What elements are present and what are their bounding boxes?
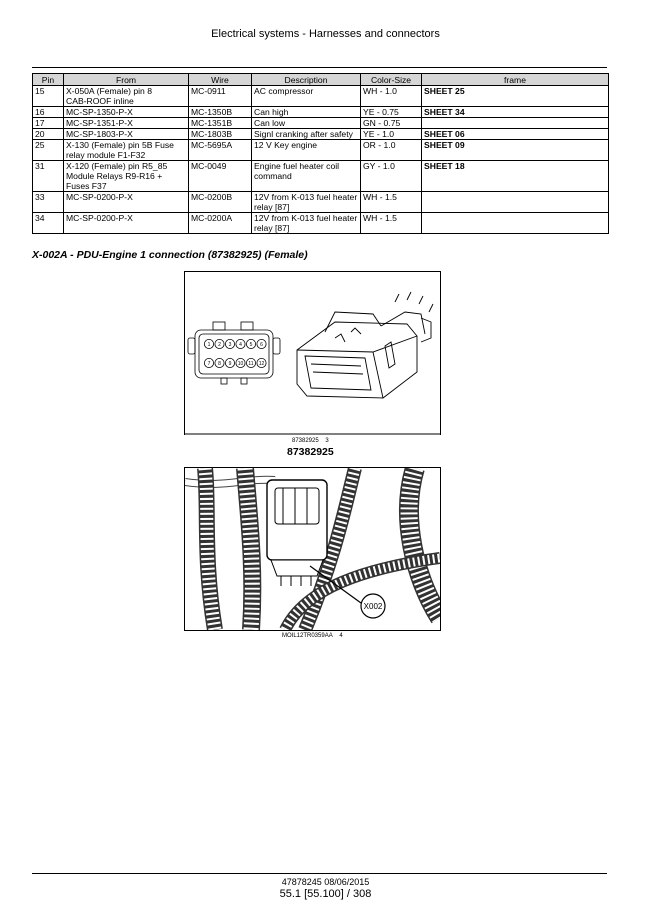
connector-pin-label: 10 [237,361,244,367]
column-header: frame [422,74,609,86]
table-row [33,161,609,192]
from-cell-line: MC-SP-1351-P-X [66,118,133,128]
figure1-caption-code: 87382925 3 [292,438,329,444]
color-size-cell: GN - 0.75 [361,118,422,129]
from-cell [64,107,189,118]
pin-cell: 25 [33,140,64,161]
frame-cell: SHEET 09 [422,140,609,161]
connector-pin-label: 8 [218,361,221,367]
header-rule [32,67,607,68]
wire-harness-illustration [185,468,440,630]
table-row [33,107,609,118]
description-cell-line: Signl cranking after safety [254,129,353,139]
connector-pin-label: 6 [260,342,263,348]
table-header-row [33,74,609,86]
table-row [33,192,609,213]
figure2-caption-code: MOIL12TR0359AA 4 [282,633,343,639]
description-cell-line: relay [87] [254,223,290,233]
description-cell-line: 12 V Key engine [254,140,318,150]
page-header: Electrical systems - Harnesses and connectors [211,28,440,40]
description-cell-line: 12V from K-013 fuel heater [254,192,358,202]
section-title: PDU-Engine 1 connection (87382925) (Female) [76,249,308,261]
frame-cell [422,213,609,234]
wire-cell: MC-0200B [189,192,252,213]
color-size-cell: WH - 1.5 [361,213,422,234]
from-cell [64,161,189,192]
column-header: Pin [33,74,64,86]
color-size-cell: OR - 1.0 [361,140,422,161]
pin-cell: 31 [33,161,64,192]
pin-cell: 33 [33,192,64,213]
frame-cell [422,118,609,129]
table-row [33,129,609,140]
callout-label: X002 [363,602,383,611]
color-size-cell: WH - 1.5 [361,192,422,213]
from-cell-line: Module Relays R9-R16 + [66,171,163,181]
connector-pin-label: 3 [228,342,232,348]
from-cell-line: relay module F1-F32 [66,150,146,160]
connector-pin-label: 5 [249,342,253,348]
column-header: Color-Size [361,74,422,86]
description-cell [252,140,361,161]
wire-cell: MC-5695A [189,140,252,161]
description-cell-line: relay [87] [254,202,290,212]
frame-cell: SHEET 06 [422,129,609,140]
connector-pin-grid [204,339,266,367]
table-row [33,86,609,107]
color-size-cell: WH - 1.0 [361,86,422,107]
wire-cell: MC-0200A [189,213,252,234]
table-row [33,118,609,129]
connector-side-view [297,292,433,398]
table-row [33,140,609,161]
pin-table [32,73,609,234]
from-cell [64,213,189,234]
frame-cell: SHEET 25 [422,86,609,107]
description-cell [252,161,361,192]
from-cell [64,118,189,129]
column-header: Description [252,74,361,86]
color-size-cell: YE - 0.75 [361,107,422,118]
connector-drawing [185,272,440,435]
connector-pin-label: 2 [218,342,221,348]
connector-pin-label: 1 [207,342,211,348]
from-cell-line: MC-SP-0200-P-X [66,192,133,202]
frame-cell [422,192,609,213]
frame-cell: SHEET 34 [422,107,609,118]
frame-cell: SHEET 18 [422,161,609,192]
from-cell [64,192,189,213]
description-cell-line: command [254,171,292,181]
from-cell-line: Fuses F37 [66,181,107,191]
description-cell [252,107,361,118]
footer-doc-number: 47878245 08/06/2015 [281,877,370,887]
figure1-title: 87382925 [287,446,334,458]
footer-page-number: 55.1 [55.100] / 308 [279,888,372,900]
description-cell-line: Can high [254,107,289,117]
description-cell [252,213,361,234]
from-cell-line: MC-SP-0200-P-X [66,213,133,223]
description-cell [252,192,361,213]
from-cell [64,86,189,107]
description-cell-line: 12V from K-013 fuel heater [254,213,358,223]
harness-drawing [185,468,440,630]
from-cell-line: X-130 (Female) pin 5B Fuse [66,140,174,150]
wire-cell: MC-0911 [189,86,252,107]
section-heading: X-002A - PDU-Engine 1 connection (87382925) (Female) [32,249,308,261]
from-cell-line: X-120 (Female) pin R5_85 [66,161,168,171]
color-size-cell: YE - 1.0 [361,129,422,140]
connector-pin-label: 9 [228,361,232,367]
from-cell-line: X-050A (Female) pin 8 [66,86,152,96]
connector-figure [184,271,441,435]
footer-rule [32,873,607,874]
description-cell-line: AC compressor [254,86,314,96]
connector-pin-label: 4 [239,342,242,348]
connector-pin-label: 12 [258,361,265,367]
from-cell [64,129,189,140]
color-size-cell: GY - 1.0 [361,161,422,192]
from-cell-line: CAB-ROOF inline [66,96,134,106]
column-header: From [64,74,189,86]
from-cell [64,140,189,161]
column-header: Wire [189,74,252,86]
wire-cell: MC-1351B [189,118,252,129]
from-cell-line: MC-SP-1803-P-X [66,129,133,139]
description-cell [252,86,361,107]
wire-cell: MC-1350B [189,107,252,118]
description-cell [252,118,361,129]
connector-pin-label: 11 [248,361,254,367]
connector-face-view [188,322,280,384]
description-cell-line: Engine fuel heater coil [254,161,340,171]
harness-figure [184,467,441,631]
description-cell-line: Can low [254,118,286,128]
connector-pin-label: 7 [207,361,211,367]
description-cell [252,129,361,140]
wire-cell: MC-0049 [189,161,252,192]
pin-cell: 17 [33,118,64,129]
pin-cell: 16 [33,107,64,118]
pin-cell: 20 [33,129,64,140]
from-cell-line: MC-SP-1350-P-X [66,107,133,117]
table-row [33,213,609,234]
section-code: X-002A [32,249,68,261]
wire-cell: MC-1803B [189,129,252,140]
pin-cell: 15 [33,86,64,107]
pin-cell: 34 [33,213,64,234]
